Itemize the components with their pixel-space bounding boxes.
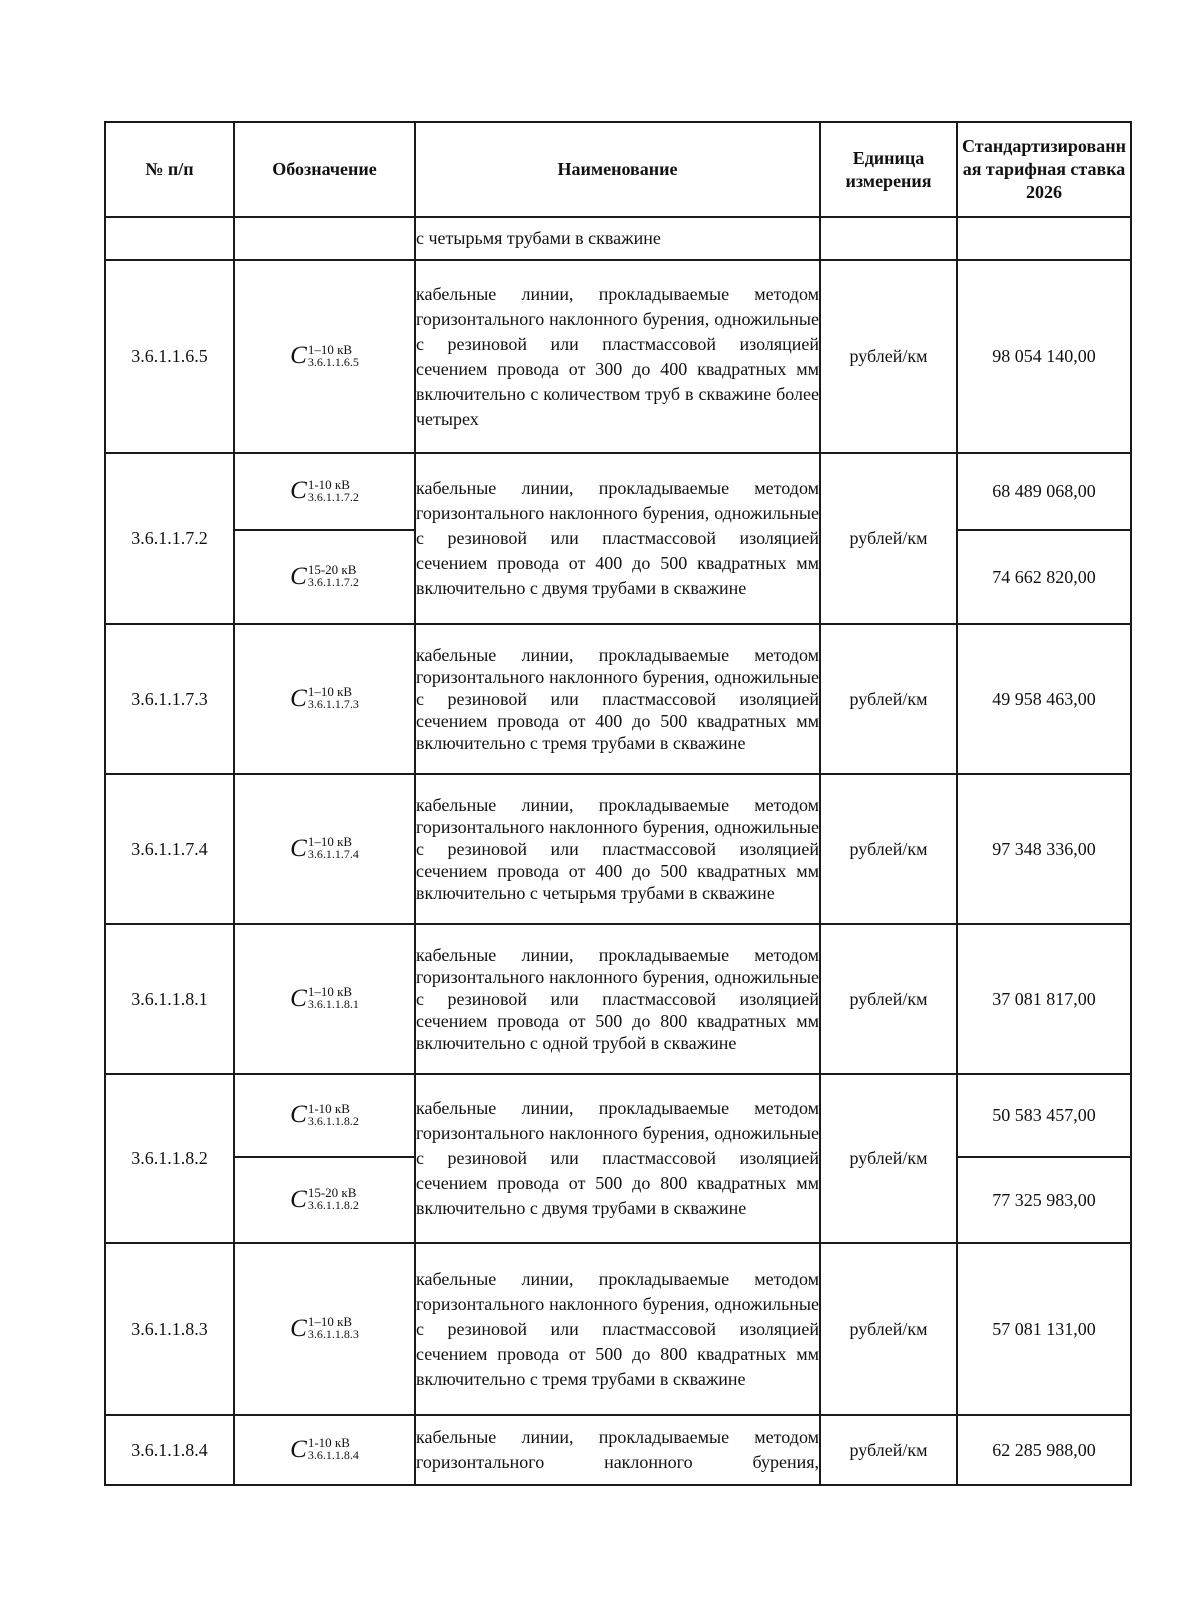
table-row — [105, 1415, 1131, 1485]
tariff-table — [104, 121, 1132, 1486]
cell-unit: рублей/км — [820, 1243, 957, 1415]
cell-num: 3.6.1.1.8.2 — [105, 1074, 234, 1243]
cell-name: кабельные линии, прокладываемые методом горизонтального наклонного бурения, одножильные с резиновой или пластмассовой изоляцией сечением провода от 500 до 800 квадратных мм включительно с двумя трубами в скважине — [415, 1074, 820, 1243]
table-row — [105, 1243, 1131, 1415]
cell-rate: 50 583 457,00 — [957, 1074, 1131, 1157]
cell-rate: 57 081 131,00 — [957, 1243, 1131, 1415]
cell-unit: рублей/км — [820, 774, 957, 924]
cell-rate: 68 489 068,00 — [957, 453, 1131, 530]
tariff-symbol — [290, 1315, 359, 1341]
symbol-voltage: 1–10 кВ — [307, 834, 353, 850]
cell-designation — [234, 1074, 415, 1157]
symbol-letter: C — [290, 477, 307, 505]
cell-designation — [234, 924, 415, 1074]
cell-designation — [234, 624, 415, 774]
cell-designation — [234, 453, 415, 530]
tariff-symbol — [290, 343, 359, 369]
symbol-voltage: 1-10 кВ — [307, 1435, 350, 1451]
symbol-code: 3.6.1.1.7.2 — [307, 575, 359, 590]
cell-rate: 37 081 817,00 — [957, 924, 1131, 1074]
tariff-symbol — [290, 1102, 359, 1128]
cell-designation — [234, 1157, 415, 1243]
cell-num: 3.6.1.1.8.1 — [105, 924, 234, 1074]
symbol-letter: C — [290, 1435, 307, 1463]
cell-designation — [234, 774, 415, 924]
cell-name: кабельные линии, прокладываемые методом горизонтального наклонного бурения, одножильные с резиновой или пластмассовой изоляцией сечением провода от 500 до 800 квадратных мм включительно с тремя трубами в скважине — [415, 1243, 820, 1415]
header-row — [105, 122, 1131, 217]
symbol-code: 3.6.1.1.8.2 — [307, 1198, 359, 1213]
symbol-letter: C — [290, 1314, 307, 1342]
header-designation: Обозначение — [234, 122, 415, 217]
symbol-code: 3.6.1.1.7.4 — [307, 847, 359, 862]
table-row — [105, 924, 1131, 1074]
symbol-code: 3.6.1.1.7.2 — [307, 489, 359, 504]
table-row — [105, 624, 1131, 774]
symbol-voltage: 1–10 кВ — [307, 684, 353, 700]
cell-num: 3.6.1.1.7.2 — [105, 453, 234, 624]
cell-unit: рублей/км — [820, 924, 957, 1074]
cell-unit: рублей/км — [820, 260, 957, 453]
symbol-letter: C — [290, 1185, 307, 1213]
tariff-symbol — [290, 1436, 359, 1462]
symbol-letter: C — [290, 984, 307, 1012]
cell-name: кабельные линии, прокладываемые методом горизонтального наклонного бурения, одножильные с резиновой или пластмассовой изоляцией сечением провода от 500 до 800 квадратных мм включительно с одной трубой в скважине — [415, 924, 820, 1074]
symbol-letter: C — [290, 342, 307, 370]
symbol-code: 3.6.1.1.8.2 — [307, 1113, 359, 1128]
header-num: № п/п — [105, 122, 234, 217]
cell-num: 3.6.1.1.8.3 — [105, 1243, 234, 1415]
header-rate: Стандартизированная тарифная ставка 2026 — [957, 122, 1131, 217]
table-row — [105, 1074, 1131, 1157]
tariff-symbol — [290, 835, 359, 861]
symbol-voltage: 1–10 кВ — [307, 984, 353, 1000]
cell-num: 3.6.1.1.8.4 — [105, 1415, 234, 1485]
cell-num — [105, 217, 234, 260]
symbol-letter: C — [290, 834, 307, 862]
symbol-voltage: 1-10 кВ — [307, 476, 350, 492]
tariff-symbol — [290, 985, 359, 1011]
cell-designation — [234, 1415, 415, 1485]
symbol-code: 3.6.1.1.8.1 — [307, 997, 359, 1012]
symbol-voltage: 1–10 кВ — [307, 1314, 353, 1330]
symbol-code: 3.6.1.1.8.3 — [307, 1327, 359, 1342]
header-unit: Единица измерения — [820, 122, 957, 217]
cell-designation — [234, 1243, 415, 1415]
cell-num: 3.6.1.1.7.3 — [105, 624, 234, 774]
cell-rate: 98 054 140,00 — [957, 260, 1131, 453]
symbol-voltage: 1–10 кВ — [307, 341, 353, 357]
tariff-symbol — [290, 478, 359, 504]
symbol-code: 3.6.1.1.6.5 — [307, 354, 359, 369]
cell-unit: рублей/км — [820, 1074, 957, 1243]
cell-unit: рублей/км — [820, 1415, 957, 1485]
cell-name: кабельные линии, прокладываемые методом горизонтального наклонного бурения, одножильные с резиновой или пластмассовой изоляцией сечением провода от 400 до 500 квадратных мм включительно с тремя трубами в скважине — [415, 624, 820, 774]
cell-unit: рублей/км — [820, 624, 957, 774]
cell-unit: рублей/км — [820, 453, 957, 624]
cell-designation — [234, 260, 415, 453]
cell-rate: 97 348 336,00 — [957, 774, 1131, 924]
symbol-voltage: 15-20 кВ — [307, 1185, 357, 1201]
cell-name: с четырьмя трубами в скважине — [415, 217, 820, 260]
table-row — [105, 774, 1131, 924]
cell-rate: 62 285 988,00 — [957, 1415, 1131, 1485]
table-row — [105, 217, 1131, 260]
symbol-voltage: 1-10 кВ — [307, 1100, 350, 1116]
tariff-symbol — [290, 685, 359, 711]
header-name: Наименование — [415, 122, 820, 217]
table-row — [105, 453, 1131, 530]
table-row — [105, 260, 1131, 453]
tariff-symbol — [290, 563, 359, 589]
cell-rate: 77 325 983,00 — [957, 1157, 1131, 1243]
cell-name: кабельные линии, прокладываемые методом горизонтального наклонного бурения, — [415, 1415, 820, 1485]
symbol-voltage: 15-20 кВ — [307, 562, 357, 578]
cell-name: кабельные линии, прокладываемые методом горизонтального наклонного бурения, одножильные с резиновой или пластмассовой изоляцией сечением провода от 400 до 500 квадратных мм включительно с двумя трубами в скважине — [415, 453, 820, 624]
symbol-code: 3.6.1.1.8.4 — [307, 1448, 359, 1463]
cell-name: кабельные линии, прокладываемые методом горизонтального наклонного бурения, одножильные с резиновой или пластмассовой изоляцией сечением провода от 300 до 400 квадратных мм включительно с количеством труб в скважине более четырех — [415, 260, 820, 453]
cell-rate: 49 958 463,00 — [957, 624, 1131, 774]
cell-designation — [234, 217, 415, 260]
symbol-code: 3.6.1.1.7.3 — [307, 697, 359, 712]
cell-name: кабельные линии, прокладываемые методом горизонтального наклонного бурения, одножильные с резиновой или пластмассовой изоляцией сечением провода от 400 до 500 квадратных мм включительно с четырьмя трубами в скважине — [415, 774, 820, 924]
symbol-letter: C — [290, 1101, 307, 1129]
tariff-symbol — [290, 1186, 359, 1212]
cell-rate — [957, 217, 1131, 260]
cell-rate: 74 662 820,00 — [957, 530, 1131, 624]
cell-unit — [820, 217, 957, 260]
symbol-letter: C — [290, 562, 307, 590]
cell-num: 3.6.1.1.7.4 — [105, 774, 234, 924]
cell-num: 3.6.1.1.6.5 — [105, 260, 234, 453]
cell-designation — [234, 530, 415, 624]
symbol-letter: C — [290, 684, 307, 712]
